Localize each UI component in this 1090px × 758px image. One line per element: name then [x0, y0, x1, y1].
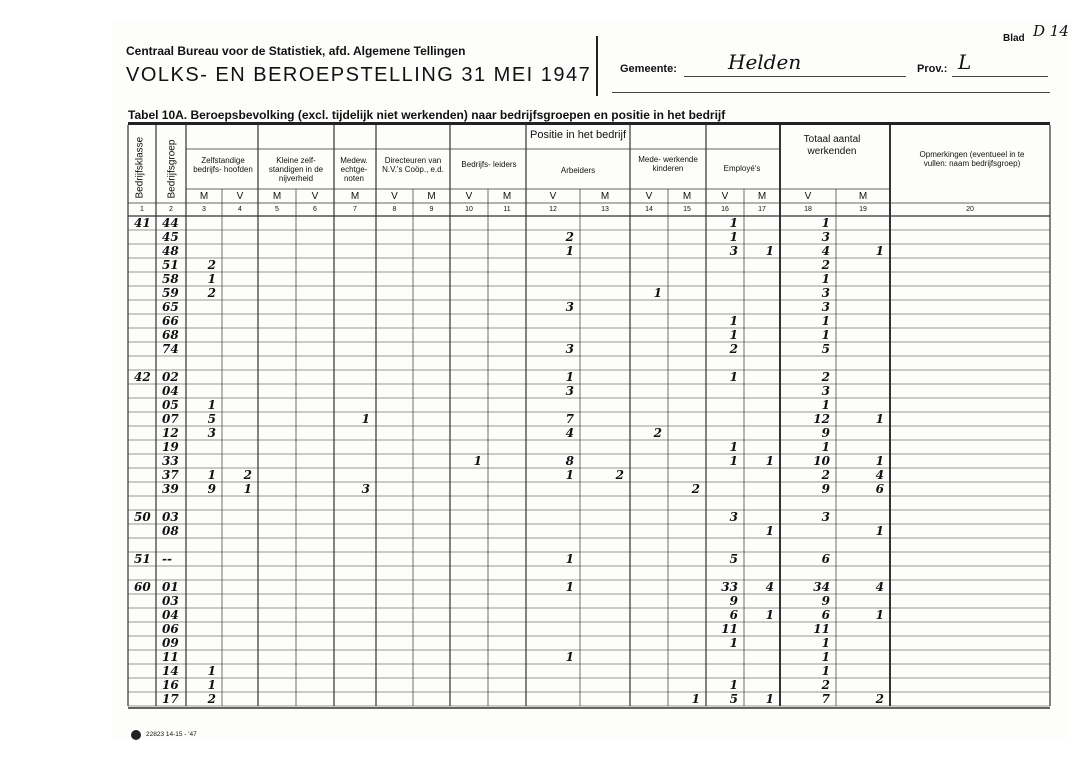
- mv-label-col-15: M: [682, 191, 692, 202]
- cell-c15-row-34: 1: [691, 692, 700, 706]
- agency-line: Centraal Bureau voor de Statistiek, afd. Algemene Tellingen: [126, 44, 466, 58]
- column-number-5: 5: [275, 206, 279, 213]
- cell-c18-row-9: 5: [821, 342, 830, 356]
- column-number-8: 8: [392, 206, 397, 213]
- cell-g-row-2: 48: [162, 244, 179, 258]
- cell-g-row-24: --: [162, 552, 172, 566]
- cell-c3-row-33: 1: [207, 678, 216, 692]
- cell-c4-row-19: 1: [243, 482, 252, 496]
- mv-label-col-11: M: [502, 191, 512, 202]
- cell-c12-row-9: 3: [565, 342, 574, 356]
- column-number-15: 15: [683, 206, 691, 213]
- cell-g-row-7: 66: [162, 314, 179, 328]
- cell-g-row-34: 17: [162, 692, 179, 706]
- cell-c18-row-5: 3: [821, 286, 830, 300]
- cell-c12-row-2: 1: [565, 244, 574, 258]
- column-number-6: 6: [313, 206, 317, 213]
- cell-g-row-11: 02: [162, 370, 179, 384]
- cell-c12-row-11: 1: [565, 370, 574, 384]
- mv-label-col-12: V: [549, 191, 557, 202]
- cell-c19-row-28: 1: [875, 608, 884, 622]
- cell-c10-row-17: 1: [473, 454, 482, 468]
- cell-c3-row-5: 2: [207, 286, 216, 300]
- header-opmerkingen: Opmerkingen (eventueel in te vullen: naam bedrijfsgroep): [919, 150, 1025, 168]
- column-number-12: 12: [549, 206, 557, 213]
- cell-c19-row-26: 4: [875, 580, 884, 594]
- cell-c12-row-31: 1: [565, 650, 574, 664]
- mv-label-col-4: V: [236, 191, 244, 202]
- cell-c17-row-34: 1: [765, 692, 774, 706]
- cell-c12-row-6: 3: [565, 300, 574, 314]
- cell-c12-row-24: 1: [565, 552, 574, 566]
- cell-c3-row-34: 2: [207, 692, 216, 706]
- cell-g-row-27: 03: [162, 594, 179, 608]
- mv-label-col-19: M: [858, 191, 868, 202]
- mv-label-col-8: V: [391, 191, 398, 202]
- cell-g-row-9: 74: [162, 342, 179, 356]
- cell-c18-row-34: 7: [821, 692, 830, 706]
- column-number-19: 19: [859, 206, 867, 213]
- cell-c17-row-26: 4: [765, 580, 774, 594]
- cell-g-row-8: 68: [162, 328, 179, 342]
- cell-c4-row-18: 2: [243, 468, 252, 482]
- cell-c18-row-29: 11: [813, 622, 830, 636]
- column-number-11: 11: [503, 206, 511, 213]
- cell-c16-row-28: 6: [729, 608, 738, 622]
- header-directeuren: Directeuren van N.V.'s Coöp., e.d.: [382, 156, 444, 174]
- prov-label: Prov.:: [917, 63, 948, 75]
- mv-label-col-18: V: [804, 191, 812, 202]
- cell-g-row-12: 04: [162, 384, 179, 398]
- cell-c3-row-15: 3: [207, 426, 216, 440]
- header-zelfstandige: Zelfstandige bedrijfs- hoofden: [193, 156, 253, 174]
- column-number-7: 7: [353, 206, 357, 213]
- cell-c19-row-14: 1: [875, 412, 884, 426]
- cell-c19-row-19: 6: [875, 482, 884, 496]
- cell-c18-row-33: 2: [821, 678, 830, 692]
- cell-c18-row-14: 12: [813, 412, 830, 426]
- cell-c16-row-27: 9: [729, 594, 738, 608]
- prov-value: L: [958, 50, 972, 74]
- cell-c18-row-18: 2: [821, 468, 830, 482]
- cell-c16-row-2: 3: [729, 244, 738, 258]
- cell-c3-row-3: 2: [207, 258, 216, 272]
- column-number-16: 16: [721, 206, 729, 213]
- cell-c18-row-15: 9: [821, 426, 830, 440]
- cell-c16-row-16: 1: [729, 440, 738, 454]
- mv-label-col-9: M: [427, 191, 436, 202]
- cell-c19-row-18: 4: [875, 468, 884, 482]
- column-number-1: 1: [140, 206, 144, 213]
- cell-c7-row-19: 3: [361, 482, 370, 496]
- cbs-logo-icon: [131, 730, 141, 740]
- cell-g-row-32: 14: [162, 664, 179, 678]
- cell-c18-row-4: 1: [821, 272, 830, 286]
- cell-c18-row-12: 3: [821, 384, 830, 398]
- cell-c16-row-8: 1: [729, 328, 738, 342]
- mv-label-col-13: M: [600, 191, 610, 202]
- cell-c18-row-7: 1: [821, 314, 830, 328]
- cell-g-row-17: 33: [162, 454, 179, 468]
- cell-g-row-28: 04: [162, 608, 179, 622]
- cell-c18-row-28: 6: [821, 608, 830, 622]
- cell-c17-row-22: 1: [765, 524, 774, 538]
- cell-c12-row-12: 3: [565, 384, 574, 398]
- mv-label-col-3: M: [199, 191, 209, 202]
- cell-c18-row-31: 1: [821, 650, 830, 664]
- header-medewerkende: Mede- werkende kinderen: [638, 155, 698, 173]
- cell-k-row-24: 51: [134, 552, 151, 566]
- cell-c12-row-17: 8: [565, 454, 574, 468]
- column-number-13: 13: [601, 206, 609, 213]
- cell-c12-row-26: 1: [565, 580, 574, 594]
- cell-g-row-29: 06: [162, 622, 179, 636]
- blad-label: Blad: [1003, 33, 1025, 44]
- table-title: Tabel 10A. Beroepsbevolking (excl. tijdelijk niet werkenden) naar bedrijfsgroepen en positie in het bedrijf: [128, 108, 726, 122]
- cell-c3-row-32: 1: [207, 664, 216, 678]
- cell-c16-row-33: 1: [729, 678, 738, 692]
- column-number-2: 2: [169, 206, 173, 213]
- cell-c3-row-14: 5: [207, 412, 216, 426]
- cell-g-row-0: 44: [162, 216, 179, 230]
- cell-c14-row-15: 2: [653, 426, 662, 440]
- cell-c7-row-14: 1: [361, 412, 370, 426]
- cell-c16-row-26: 33: [721, 580, 738, 594]
- cell-k-row-0: 41: [134, 216, 151, 230]
- cell-g-row-31: 11: [162, 650, 179, 664]
- cell-g-row-14: 07: [162, 412, 179, 426]
- cell-c16-row-34: 5: [729, 692, 738, 706]
- column-number-18: 18: [804, 206, 812, 213]
- cell-g-row-18: 37: [162, 468, 179, 482]
- mv-label-col-6: V: [311, 191, 319, 202]
- cell-c18-row-30: 1: [821, 636, 830, 650]
- cell-c19-row-17: 1: [875, 454, 884, 468]
- cell-c12-row-14: 7: [565, 412, 574, 426]
- header-bedrijfsklasse: Bedrijfsklasse: [134, 136, 146, 199]
- cell-g-row-5: 59: [162, 286, 179, 300]
- cell-c18-row-11: 2: [821, 370, 830, 384]
- cell-c14-row-5: 1: [653, 286, 662, 300]
- cell-c18-row-26: 34: [813, 580, 830, 594]
- cell-c18-row-24: 6: [821, 552, 830, 566]
- cell-c16-row-17: 1: [729, 454, 738, 468]
- cell-c3-row-13: 1: [207, 398, 216, 412]
- mv-label-col-14: V: [645, 191, 653, 202]
- cell-c18-row-3: 2: [821, 258, 830, 272]
- cell-c12-row-18: 1: [565, 468, 574, 482]
- cell-g-row-19: 39: [162, 482, 179, 496]
- cell-g-row-33: 16: [162, 678, 179, 692]
- cell-g-row-4: 58: [162, 272, 179, 286]
- cell-c18-row-17: 10: [813, 454, 830, 468]
- cell-c18-row-2: 4: [821, 244, 830, 258]
- header-kleine: Kleine zelf- standigen in de nijverheid: [268, 156, 324, 183]
- cell-k-row-11: 42: [134, 370, 151, 384]
- cell-c17-row-2: 1: [765, 244, 774, 258]
- cell-g-row-1: 45: [162, 230, 179, 244]
- cell-g-row-3: 51: [162, 258, 179, 272]
- cell-c3-row-18: 1: [207, 468, 216, 482]
- cell-c16-row-24: 5: [729, 552, 738, 566]
- column-number-4: 4: [238, 206, 242, 213]
- cell-c16-row-7: 1: [729, 314, 738, 328]
- mv-label-col-5: M: [272, 191, 282, 202]
- cell-c19-row-2: 1: [875, 244, 884, 258]
- cell-c17-row-17: 1: [765, 454, 774, 468]
- column-number-3: 3: [202, 206, 206, 213]
- cell-g-row-15: 12: [162, 426, 179, 440]
- cell-c16-row-11: 1: [729, 370, 738, 384]
- cell-c18-row-16: 1: [821, 440, 830, 454]
- cell-k-row-21: 50: [134, 510, 151, 524]
- cell-c16-row-29: 11: [721, 622, 738, 636]
- column-number-14: 14: [645, 206, 653, 213]
- cell-c18-row-1: 3: [821, 230, 830, 244]
- cell-g-row-26: 01: [162, 580, 179, 594]
- cell-k-row-26: 60: [134, 580, 151, 594]
- cell-g-row-16: 19: [162, 440, 179, 454]
- cell-c16-row-9: 2: [729, 342, 738, 356]
- cell-c18-row-8: 1: [821, 328, 830, 342]
- column-number-20: 20: [966, 206, 974, 213]
- mv-label-col-7: M: [350, 191, 360, 202]
- column-number-17: 17: [758, 206, 766, 213]
- cell-c15-row-19: 2: [691, 482, 700, 496]
- form-title: VOLKS- EN BEROEPSTELLING 31 MEI 1947: [126, 64, 592, 86]
- cell-c12-row-15: 4: [565, 426, 574, 440]
- cell-c18-row-21: 3: [821, 510, 830, 524]
- blad-value: D 14: [1033, 22, 1069, 40]
- cell-c18-row-6: 3: [821, 300, 830, 314]
- print-code: 22823 14-15 - '47: [146, 731, 197, 738]
- cell-c3-row-4: 1: [207, 272, 216, 286]
- header-positie: Positie in het bedrijf: [530, 129, 626, 141]
- header-arbeiders: Arbeiders: [560, 166, 596, 175]
- cell-g-row-30: 09: [162, 636, 179, 650]
- mv-label-col-10: V: [465, 191, 473, 202]
- header-totaal: Totaal aantal werkenden: [803, 134, 861, 157]
- cell-c16-row-21: 3: [729, 510, 738, 524]
- cell-c19-row-22: 1: [875, 524, 884, 538]
- header-medew: Medew. echtge- noten: [340, 156, 368, 183]
- cell-c18-row-19: 9: [821, 482, 830, 496]
- column-number-10: 10: [465, 206, 473, 213]
- cell-c18-row-0: 1: [821, 216, 830, 230]
- mv-label-col-16: V: [721, 191, 729, 202]
- cell-g-row-21: 03: [162, 510, 179, 524]
- header-bedrijfsleiders: Bedrijfs- leiders: [461, 160, 517, 169]
- cell-g-row-13: 05: [162, 398, 179, 412]
- gemeente-label: Gemeente:: [620, 63, 677, 75]
- column-number-9: 9: [429, 206, 434, 213]
- cell-c16-row-1: 1: [729, 230, 738, 244]
- mv-label-col-17: M: [757, 191, 767, 202]
- header-employes: Employé's: [723, 164, 761, 173]
- cell-c17-row-28: 1: [765, 608, 774, 622]
- cell-c18-row-32: 1: [821, 664, 830, 678]
- cell-g-row-6: 65: [162, 300, 179, 314]
- cell-c12-row-1: 2: [565, 230, 574, 244]
- cell-c18-row-27: 9: [821, 594, 830, 608]
- gemeente-value: Helden: [728, 50, 802, 74]
- cell-c16-row-0: 1: [729, 216, 738, 230]
- cell-c13-row-18: 2: [615, 468, 624, 482]
- cell-c16-row-30: 1: [729, 636, 738, 650]
- cell-c18-row-13: 1: [821, 398, 830, 412]
- header-bedrijfsgroep: Bedrijfsgroep: [166, 139, 178, 199]
- cell-g-row-22: 08: [162, 524, 179, 538]
- cell-c19-row-34: 2: [875, 692, 884, 706]
- cell-c3-row-19: 9: [207, 482, 216, 496]
